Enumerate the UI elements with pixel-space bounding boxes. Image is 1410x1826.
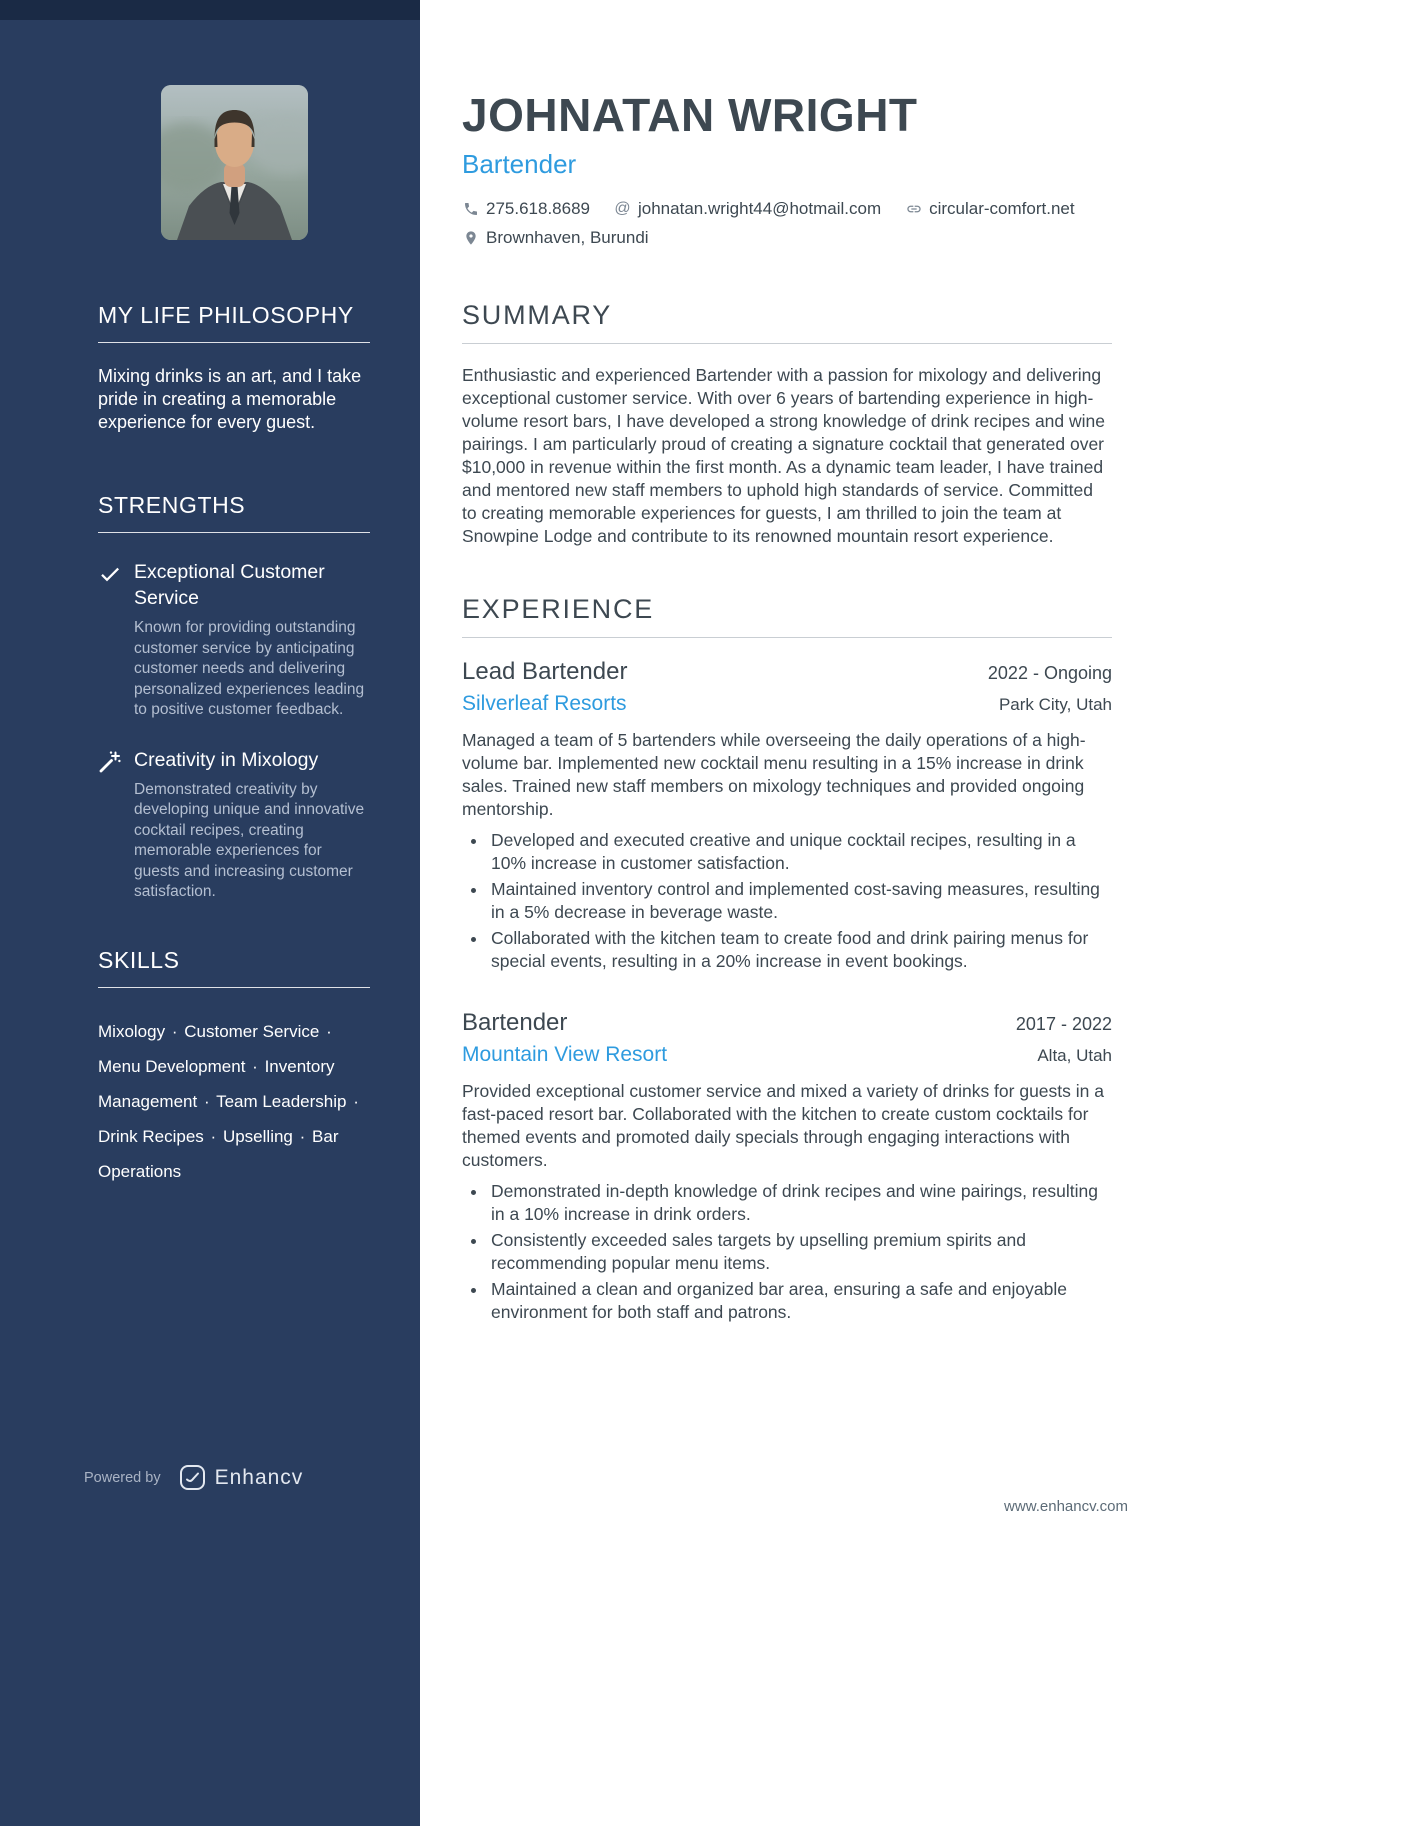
job-entry: [462, 1009, 1112, 1324]
job-location: Park City, Utah: [998, 695, 1112, 714]
email-address: johnatan.wright44@hotmail.com: [638, 199, 882, 218]
summary-heading: SUMMARY: [462, 300, 613, 330]
skill-separator: ·: [326, 1021, 332, 1041]
philosophy-title: MY LIFE PHILOSOPHY: [98, 302, 354, 328]
divider: [98, 532, 370, 533]
job-description: Managed a team of 5 bartenders while overseeing the daily operations of a high-volume bar. Implemented new cocktail menu resulting in a 15% increase in drink sales. Trained new staff members on mixology techniques and provided ongoing mentorship.: [462, 730, 1086, 819]
job-dates: 2017 - 2022: [1015, 1014, 1112, 1034]
job-role: Bartender: [462, 1009, 568, 1036]
enhancv-logo-text: Enhancv: [214, 1465, 304, 1489]
job-bullet: • Demonstrated in-depth knowledge of drink recipes and wine pairings, resulting in a 10% increase in drink orders.: [488, 1180, 1112, 1226]
job-dates: 2022 - Ongoing: [987, 663, 1112, 683]
main-content: [462, 0, 1112, 1360]
skills-section: [98, 947, 370, 1189]
candidate-job-title: Bartender: [462, 149, 577, 179]
enhancv-site-link[interactable]: www.enhancv.com: [1004, 1498, 1128, 1515]
strength-title: Exceptional Customer Service: [134, 561, 325, 609]
divider: [462, 343, 1112, 344]
skill-item: Team Leadership: [216, 1091, 347, 1111]
location-text: Brownhaven, Burundi: [486, 228, 649, 247]
strength-text: Demonstrated creativity by developing unique and innovative cocktail recipes, creating memorable experiences for guests and increasing customer satisfaction.: [134, 780, 365, 900]
contact-row: [462, 199, 1112, 219]
skill-separator: ·: [353, 1091, 359, 1111]
philosophy-section: [98, 302, 370, 434]
sidebar-top-strip: [0, 0, 420, 20]
summary-text: Enthusiastic and experienced Bartender with a passion for mixology and delivering exceptional customer service. With over 6 years of bartending experience in high-volume resort bars, I have developed a strong knowledge of drink recipes and wine pairings. I am particularly proud of creating a signature cocktail that generated over $10,000 in revenue within the first month. As a dynamic team leader, I have trained and mentored new staff members to uphold high standards of service. Committed to creating memorable experiences for guests, I am thrilled to join the team at Snowpine Lodge and contribute to its renowned mountain resort experience.: [462, 365, 1106, 546]
skill-separator: ·: [299, 1126, 306, 1146]
skill-item: Upselling: [222, 1126, 293, 1146]
skill-item: Mixology: [98, 1021, 166, 1041]
magic-wand-icon: [98, 747, 122, 903]
job-location: Alta, Utah: [1037, 1046, 1112, 1065]
portrait-illustration: [161, 85, 308, 240]
job-role: Lead Bartender: [462, 658, 628, 685]
website-url: circular-comfort.net: [929, 199, 1075, 218]
link-icon: [905, 201, 922, 218]
phone-number: 275.618.8689: [486, 199, 590, 218]
divider: [98, 987, 370, 988]
experience-section: [462, 594, 1112, 1324]
skills-list: [98, 1014, 370, 1189]
sidebar-footer: [84, 1464, 303, 1491]
strengths-section: [98, 492, 370, 903]
skill-item: Customer Service: [184, 1021, 320, 1041]
location-pin-icon: [462, 230, 479, 247]
skill-item: Inventory Management: [98, 1056, 335, 1111]
powered-by-label: Powered by: [84, 1469, 161, 1486]
divider: [462, 637, 1112, 638]
enhancv-logo-icon: [179, 1464, 206, 1491]
job-entry: [462, 658, 1112, 973]
strength-item: [98, 559, 370, 721]
divider: [98, 342, 370, 343]
skill-separator: ·: [252, 1056, 258, 1076]
skill-item: Bar Operations: [98, 1126, 339, 1181]
sidebar: [0, 0, 420, 1826]
candidate-name: JOHNATAN WRIGHT: [462, 89, 918, 141]
job-company: Silverleaf Resorts: [462, 692, 627, 715]
profile-photo: [161, 85, 308, 240]
strength-text: Known for providing outstanding customer service by anticipating customer needs and delivering personalized experiences leading to positive customer feedback.: [134, 619, 365, 718]
job-bullet: • Maintained a clean and organized bar area, ensuring a safe and enjoyable environment for both staff and patrons.: [488, 1278, 1112, 1324]
experience-heading: EXPERIENCE: [462, 594, 655, 624]
check-icon: [98, 559, 122, 721]
job-bullet-list: [462, 1180, 1112, 1324]
skills-title: SKILLS: [98, 946, 180, 973]
philosophy-text: Mixing drinks is an art, and I take pride in creating a memorable experience for every guest.: [98, 366, 362, 432]
location-contact: [462, 228, 649, 248]
summary-section: [462, 300, 1112, 548]
strength-title: Creativity in Mixology: [134, 748, 319, 771]
email-contact[interactable]: [614, 199, 881, 219]
skill-separator: ·: [171, 1021, 178, 1041]
skill-item: Drink Recipes: [98, 1126, 204, 1146]
strength-item: [98, 747, 370, 903]
job-company: Mountain View Resort: [462, 1043, 668, 1066]
job-bullet: • Maintained inventory control and implemented cost-saving measures, resulting in a 5% decrease in beverage waste.: [488, 878, 1112, 924]
strengths-title: STRENGTHS: [98, 492, 246, 518]
job-bullet: • Consistently exceeded sales targets by upselling premium spirits and recommending popular menu items.: [488, 1229, 1112, 1275]
email-icon: @: [614, 200, 631, 217]
contact-row-location: [462, 228, 1112, 248]
phone-icon: [462, 201, 479, 218]
skill-separator: ·: [210, 1126, 217, 1146]
website-contact[interactable]: [905, 199, 1074, 219]
enhancv-logo[interactable]: [179, 1464, 304, 1491]
skill-separator: ·: [203, 1091, 210, 1111]
job-bullet-list: [462, 829, 1112, 973]
job-bullet: • Developed and executed creative and unique cocktail recipes, resulting in a 10% increase in customer satisfaction.: [488, 829, 1112, 875]
skill-item: Menu Development: [98, 1056, 246, 1076]
phone-contact: [462, 199, 590, 219]
job-bullet: • Collaborated with the kitchen team to create food and drink pairing menus for special events, resulting in a 20% increase in event bookings.: [488, 927, 1112, 973]
job-description: Provided exceptional customer service and mixed a variety of drinks for guests in a fast-paced resort bar. Collaborated with the kitchen to create custom cocktails for themed events and promoted daily specials through engaging interactions with customers.: [462, 1081, 1104, 1170]
